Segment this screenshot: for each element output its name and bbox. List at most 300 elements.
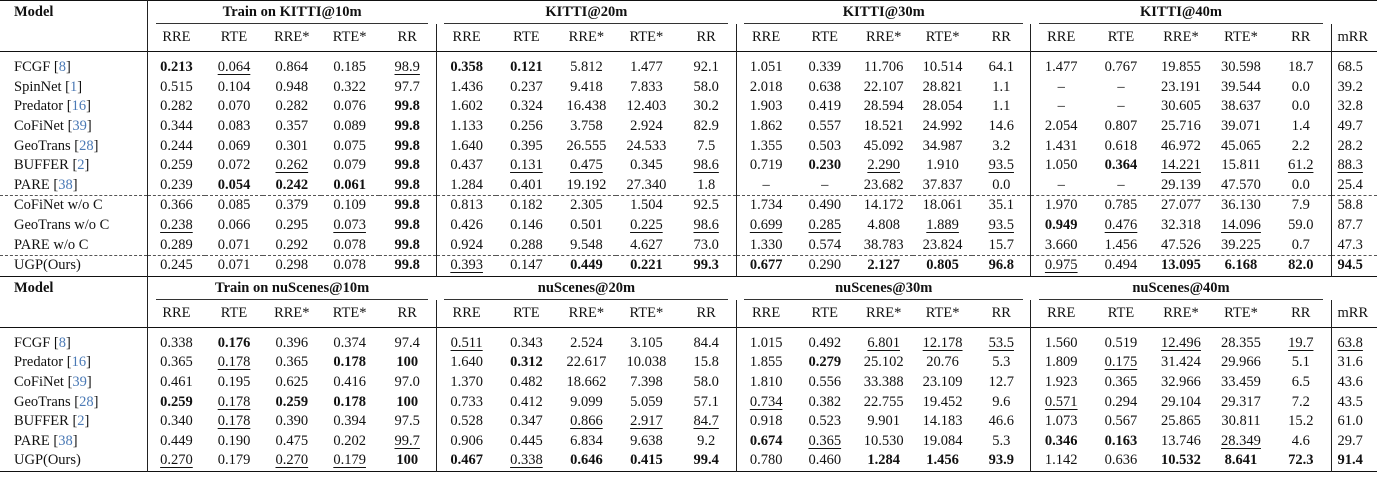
metric-cell: 0.071 — [217, 236, 251, 253]
column-header: RRE — [1031, 300, 1091, 328]
metric-cell: 15.2 — [1288, 413, 1314, 430]
metric-cell: 0.244 — [160, 137, 193, 154]
metric-cell: 0.924 — [436, 235, 496, 255]
column-header: RTE — [811, 29, 839, 45]
citation-link[interactable]: 39 — [72, 374, 87, 391]
metric-cell: 3.758 — [570, 118, 603, 135]
metric-cell: 0.494 — [1091, 255, 1151, 276]
metric-cell: 73.0 — [693, 236, 719, 253]
metric-cell: 84.4 — [693, 334, 719, 351]
metric-cell: 19.192 — [566, 176, 607, 193]
metric-cell: 12.403 — [626, 98, 667, 115]
metric-cell: 32.318 — [1161, 217, 1201, 234]
metric-cell: 1.910 — [926, 157, 959, 174]
metric-cell: 27.077 — [1151, 196, 1211, 216]
metric-cell: 97.5 — [394, 413, 420, 430]
metric-cell: 10.532 — [1161, 452, 1201, 469]
group-rule — [1039, 299, 1323, 300]
metric-cell: 0.221 — [616, 255, 676, 276]
metric-cell: 45.092 — [863, 137, 904, 154]
column-header: RTE — [513, 29, 540, 45]
model-name: PARE [38] — [0, 432, 147, 452]
metric-cell: 0.344 — [160, 118, 193, 135]
metric-cell: 0.0 — [1291, 78, 1310, 95]
metric-cell: 0.419 — [808, 98, 842, 115]
metric-cell: 7.833 — [630, 78, 663, 95]
table-row — [0, 196, 1377, 216]
metric-cell: 0.146 — [510, 217, 543, 234]
metric-cell: 1.284 — [436, 176, 496, 196]
column-header: RTE — [220, 304, 248, 321]
metric-cell: 1.809 — [1031, 353, 1091, 373]
model-name-text: GeoTrans — [14, 393, 71, 410]
metric-cell: 5.3 — [992, 354, 1011, 371]
metric-cell: 25.102 — [863, 354, 904, 371]
metric-cell: 46.6 — [988, 413, 1014, 430]
group-header: nuScenes@20m — [436, 276, 736, 300]
metric-cell: 0.178 — [217, 354, 251, 371]
metric-cell: 7.398 — [630, 374, 663, 391]
metric-cell: 1.810 — [736, 373, 795, 393]
metric-cell: 28.349 — [1221, 432, 1261, 449]
metric-cell: 1.855 — [736, 353, 795, 373]
metric-cell: 93.5 — [988, 157, 1014, 174]
metric-cell: 0.394 — [333, 413, 366, 430]
metric-cell: 0.374 — [333, 334, 366, 351]
model-name: SpinNet [1] — [0, 78, 147, 98]
metric-cell: 9.099 — [570, 393, 603, 410]
citation-link[interactable]: 39 — [72, 118, 87, 135]
metric-cell: 1.050 — [1031, 156, 1091, 176]
metric-cell: 28.594 — [863, 98, 904, 115]
metric-cell: 2.917 — [630, 413, 663, 430]
citation-link[interactable]: 8 — [58, 59, 66, 76]
column-header: RRE* — [568, 29, 605, 45]
column-header: RTE* — [629, 29, 664, 45]
table-row — [0, 117, 1377, 137]
metric-cell: 0.412 — [510, 393, 543, 410]
metric-cell: 9.901 — [867, 413, 900, 430]
metric-cell: 30.811 — [1221, 413, 1261, 430]
metric-cell: 25.716 — [1161, 118, 1201, 135]
metric-cell: 0.636 — [1104, 452, 1138, 469]
metric-cell: 13.746 — [1161, 432, 1201, 449]
metric-cell: 0.0 — [1291, 98, 1310, 115]
metric-cell: 6.801 — [867, 334, 900, 351]
metric-cell: 0.567 — [1104, 413, 1138, 430]
metric-cell: 45.065 — [1221, 137, 1261, 154]
table-row — [0, 78, 1377, 98]
metric-cell: 0.301 — [275, 137, 309, 154]
column-header: RRE* — [274, 29, 310, 45]
metric-cell: 7.5 — [697, 137, 716, 154]
metric-cell: 0.131 — [510, 157, 543, 174]
metric-cell: 1.504 — [616, 196, 676, 216]
metric-cell: 19.084 — [922, 432, 963, 449]
metric-cell: 93.9 — [988, 452, 1014, 469]
group-rule — [744, 299, 1023, 300]
metric-cell: 99.4 — [693, 452, 719, 469]
metric-cell: 14.096 — [1221, 217, 1261, 234]
metric-cell: 9.6 — [992, 393, 1011, 410]
model-name: GeoTrans [28] — [0, 392, 147, 412]
model-name-text: FCGF — [14, 334, 51, 351]
table-row — [0, 97, 1377, 117]
metric-cell: 0.785 — [1091, 196, 1151, 216]
metric-cell: 32.966 — [1161, 374, 1201, 391]
model-name: GeoTrans [28] — [0, 136, 147, 156]
metric-cell: – — [1117, 176, 1125, 193]
metric-cell: 0.503 — [808, 137, 842, 154]
metric-cell: 0.805 — [913, 255, 972, 276]
metric-cell: 35.1 — [972, 196, 1031, 216]
metric-cell: 0.625 — [275, 374, 309, 391]
metric-cell: 97.0 — [394, 374, 420, 391]
metric-cell: 0.295 — [275, 217, 309, 234]
metric-cell: 15.8 — [693, 354, 719, 371]
citation-link[interactable]: 2 — [77, 157, 85, 174]
group-header-row — [0, 276, 1377, 300]
metric-cell: 33.459 — [1221, 374, 1261, 391]
metric-cell: 8.641 — [1224, 452, 1258, 469]
model-header: Model — [14, 279, 54, 296]
metric-cell: 29.139 — [1161, 176, 1201, 193]
metric-cell: 0.618 — [1104, 137, 1138, 154]
model-name-text: SpinNet — [14, 78, 62, 95]
metric-cell: 2.290 — [867, 157, 900, 174]
metric-cell: 0.324 — [510, 98, 543, 115]
metric-cell: 0.807 — [1104, 118, 1138, 135]
metric-cell: 98.6 — [693, 157, 719, 174]
mrr-cell: 91.4 — [1331, 451, 1377, 471]
metric-cell: 0.259 — [160, 393, 193, 410]
metric-cell: 97.7 — [394, 78, 420, 95]
metric-cell: 100 — [396, 452, 419, 469]
model-name-text: FCGF — [14, 59, 51, 76]
metric-cell: 39.544 — [1221, 78, 1261, 95]
metric-cell: 0.176 — [217, 334, 251, 351]
metric-cell: 10.038 — [626, 354, 667, 371]
metric-cell: 0.528 — [436, 412, 496, 432]
metric-cell: 28.821 — [922, 78, 963, 95]
metric-cell: 10.514 — [922, 59, 963, 76]
metric-cell: 2.524 — [570, 334, 603, 351]
metric-cell: 0.415 — [630, 452, 663, 469]
table-row — [0, 412, 1377, 432]
table-row — [0, 353, 1377, 373]
metric-cell: 0.072 — [217, 157, 251, 174]
metric-cell: 0.078 — [333, 236, 366, 253]
metric-cell: 1.477 — [1031, 52, 1091, 78]
metric-cell: 18.7 — [1288, 59, 1314, 76]
metric-cell: 18.521 — [863, 118, 904, 135]
metric-cell: 0.282 — [160, 98, 193, 115]
citation-link[interactable]: 28 — [79, 393, 94, 410]
table-row — [0, 327, 1377, 353]
metric-cell: 0.285 — [808, 217, 842, 234]
metric-cell: 16.438 — [566, 98, 607, 115]
metric-cell: 19.7 — [1288, 334, 1314, 351]
metric-cell: 58.0 — [693, 374, 719, 391]
metric-cell: 0.076 — [333, 98, 366, 115]
metric-cell: 0.467 — [436, 451, 496, 471]
citation-link[interactable]: 1 — [70, 78, 78, 95]
metric-cell: 24.533 — [626, 137, 667, 154]
metric-cell: 0.437 — [436, 156, 496, 176]
metric-cell: 0.475 — [275, 432, 309, 449]
metric-cell: 0.416 — [333, 374, 366, 391]
metric-cell: 3.660 — [1031, 235, 1091, 255]
group-rule — [444, 23, 728, 24]
column-header-row — [0, 300, 1377, 328]
metric-cell: 7.2 — [1291, 393, 1310, 410]
metric-cell: 18.662 — [566, 374, 607, 391]
citation-link[interactable]: 38 — [58, 432, 73, 449]
metric-cell: 0.519 — [1104, 334, 1138, 351]
metric-cell: 1.903 — [736, 97, 795, 117]
model-name: CoFiNet [39] — [0, 373, 147, 393]
metric-cell: 0.918 — [736, 412, 795, 432]
metric-cell: 0.238 — [160, 217, 193, 234]
metric-cell: 0.365 — [160, 354, 193, 371]
metric-cell: 0.390 — [275, 413, 309, 430]
metric-cell: 0.699 — [736, 216, 795, 236]
column-header: RTE — [811, 304, 839, 321]
metric-cell: 1.431 — [1031, 136, 1091, 156]
metric-cell: 0.279 — [808, 354, 842, 371]
metric-cell: 22.107 — [863, 78, 904, 95]
metric-cell: 0.426 — [436, 216, 496, 236]
column-header: RRE* — [865, 29, 902, 45]
metric-cell: 0.061 — [333, 176, 366, 193]
metric-cell: 31.424 — [1161, 354, 1201, 371]
metric-cell: 0.345 — [630, 157, 663, 174]
column-header: RTE* — [925, 29, 960, 45]
metric-cell: 1.970 — [1031, 196, 1091, 216]
metric-cell: 1.602 — [436, 97, 496, 117]
metric-cell: 100 — [396, 354, 419, 371]
metric-cell: 0.179 — [217, 452, 251, 469]
metric-cell: – — [821, 176, 829, 193]
citation-link[interactable]: 28 — [79, 137, 94, 154]
metric-cell: 0.245 — [147, 255, 205, 276]
metric-cell: 2.305 — [556, 196, 616, 216]
column-header: RRE* — [865, 304, 902, 321]
metric-cell: 3.2 — [992, 137, 1011, 154]
metric-cell: 0.556 — [808, 374, 842, 391]
metric-cell: 6.5 — [1291, 374, 1310, 391]
column-header: RTE — [513, 304, 540, 321]
metric-cell: 0.079 — [333, 157, 366, 174]
column-header: RRE* — [1163, 29, 1199, 45]
table-row — [0, 373, 1377, 393]
metric-cell: 0.364 — [1104, 157, 1138, 174]
model-header: Model — [14, 4, 54, 20]
mrr-cell: 39.2 — [1331, 78, 1377, 98]
mrr-cell: 29.7 — [1331, 432, 1377, 452]
column-header: RRE* — [274, 304, 310, 321]
metric-cell: 0.719 — [736, 156, 795, 176]
model-name-text: UGP(Ours) — [14, 452, 81, 469]
metric-cell: 1.330 — [736, 235, 795, 255]
group-header: nuScenes@30m — [736, 276, 1031, 300]
group-header: Train on KITTI@10m — [147, 1, 436, 25]
metric-cell: 14.6 — [988, 118, 1014, 135]
metric-cell: 0.340 — [160, 413, 193, 430]
model-name — [0, 216, 147, 236]
metric-cell: 27.340 — [626, 176, 667, 193]
metric-cell: 0.282 — [275, 98, 309, 115]
metric-cell: 0.646 — [570, 452, 603, 469]
metric-cell: 0.358 — [436, 52, 496, 78]
metric-cell: 99.7 — [394, 432, 420, 449]
metric-cell: 99.8 — [394, 137, 420, 154]
metric-cell: 4.808 — [867, 217, 900, 234]
metric-cell: 0.270 — [275, 452, 309, 469]
metric-cell: 23.109 — [922, 374, 963, 391]
metric-cell: 84.7 — [693, 413, 719, 430]
model-name-text: PARE w/o C — [14, 236, 89, 253]
table-row — [0, 235, 1377, 255]
metric-cell: 0.975 — [1031, 255, 1091, 276]
group-rule — [156, 299, 429, 300]
metric-cell: 1.142 — [1031, 451, 1091, 471]
mrr-header: mRR — [1331, 24, 1377, 52]
metric-cell: 0.182 — [496, 196, 556, 216]
metric-cell: 93.5 — [988, 217, 1014, 234]
metric-cell: 24.992 — [922, 118, 963, 135]
metric-cell: 28.355 — [1221, 334, 1261, 351]
metric-cell: 53.5 — [988, 334, 1014, 351]
model-name-text: CoFiNet — [14, 118, 64, 135]
model-name: BUFFER [2] — [0, 156, 147, 176]
metric-cell: 92.5 — [676, 196, 736, 216]
mrr-cell: 88.3 — [1331, 156, 1377, 176]
citation-link[interactable]: 16 — [71, 354, 87, 371]
model-name-text: Predator — [14, 98, 64, 115]
column-header: RTE* — [925, 304, 960, 321]
metric-cell: 1.133 — [436, 117, 496, 137]
column-header-row — [0, 24, 1377, 52]
model-name-text: CoFiNet — [14, 374, 64, 391]
metric-cell: 36.130 — [1211, 196, 1271, 216]
metric-cell: 0.445 — [510, 432, 543, 449]
table-row — [0, 392, 1377, 412]
model-name: FCGF [8] — [0, 52, 147, 78]
metric-cell: 0.347 — [510, 413, 543, 430]
metric-cell: 0.292 — [275, 236, 309, 253]
metric-cell: 1.456 — [926, 452, 959, 469]
mrr-cell: 94.5 — [1331, 255, 1377, 276]
metric-cell: 1.1 — [992, 98, 1011, 115]
column-header: RRE* — [568, 304, 605, 321]
metric-cell: 0.365 — [275, 354, 309, 371]
metric-cell: 14.172 — [854, 196, 913, 216]
column-header: RR — [1291, 304, 1311, 321]
mrr-cell: 58.8 — [1331, 196, 1377, 216]
citation-link[interactable]: 16 — [71, 98, 87, 115]
group-rule — [1039, 23, 1323, 24]
column-header: RR — [991, 29, 1011, 45]
column-header: RRE — [736, 300, 795, 328]
column-header: RTE* — [1224, 29, 1258, 45]
metric-cell: 1.1 — [992, 78, 1011, 95]
table-body — [0, 1, 1377, 472]
column-header: RTE — [1107, 304, 1135, 321]
metric-cell: 0.071 — [205, 255, 263, 276]
metric-cell: 0.225 — [630, 217, 663, 234]
metric-cell: 1.073 — [1031, 412, 1091, 432]
metric-cell: 98.9 — [394, 59, 420, 76]
metric-cell: 0.178 — [333, 393, 366, 410]
citation-link[interactable]: 38 — [58, 176, 73, 193]
metric-cell: 0.069 — [217, 137, 251, 154]
metric-cell: 0.242 — [275, 176, 309, 193]
citation-link[interactable]: 2 — [77, 413, 85, 430]
metric-cell: 0.178 — [217, 393, 251, 410]
mrr-cell: 43.5 — [1331, 392, 1377, 412]
metric-cell: 0.312 — [510, 354, 543, 371]
metric-cell: 0.365 — [808, 432, 842, 449]
metric-cell: 99.8 — [394, 176, 420, 193]
metric-cell: 0.365 — [1104, 374, 1138, 391]
metric-cell: 29.317 — [1221, 393, 1261, 410]
metric-cell: 0.175 — [1104, 354, 1138, 371]
metric-cell: 28.054 — [922, 98, 963, 115]
metric-cell: 0.179 — [333, 452, 366, 469]
metric-cell: 0.813 — [436, 196, 496, 216]
metric-cell: 0.734 — [736, 392, 795, 412]
table-row — [0, 451, 1377, 471]
group-rule — [444, 299, 728, 300]
metric-cell: 0.677 — [736, 255, 795, 276]
metric-cell: 0.089 — [333, 118, 366, 135]
metric-cell: 0.083 — [217, 118, 251, 135]
metric-cell: 0.523 — [808, 413, 842, 430]
citation-link[interactable]: 8 — [58, 334, 66, 351]
metric-cell: 0.121 — [510, 59, 543, 76]
metric-cell: – — [1031, 97, 1091, 117]
metric-cell: 23.191 — [1161, 78, 1201, 95]
metric-cell: 5.3 — [992, 432, 1011, 449]
metric-cell: 0.322 — [333, 78, 366, 95]
metric-cell: 1.560 — [1031, 327, 1091, 353]
model-name — [0, 255, 147, 276]
metric-cell: 2.054 — [1031, 117, 1091, 137]
metric-cell: 59.0 — [1288, 217, 1314, 234]
metric-cell: 1.284 — [867, 452, 900, 469]
column-header: RTE* — [1224, 304, 1258, 321]
metric-cell: 99.8 — [394, 118, 420, 135]
model-name-text: PARE — [14, 176, 50, 193]
metric-cell: 46.972 — [1161, 137, 1201, 154]
column-header: RRE — [436, 24, 496, 52]
metric-cell: 37.837 — [922, 176, 963, 193]
metric-cell: 0.085 — [205, 196, 263, 216]
metric-cell: 64.1 — [988, 59, 1014, 76]
metric-cell: 99.8 — [379, 255, 437, 276]
metric-cell: 0.195 — [217, 374, 251, 391]
metric-cell: 1.477 — [630, 59, 663, 76]
metric-cell: 39.071 — [1221, 118, 1261, 135]
metric-cell: 0.393 — [436, 255, 496, 276]
column-header: RRE — [436, 300, 496, 328]
metric-cell: 0.515 — [160, 78, 193, 95]
metric-cell: 9.548 — [570, 236, 603, 253]
metric-cell: 12.7 — [988, 374, 1014, 391]
column-header: RR — [1291, 29, 1311, 45]
group-header-row — [0, 1, 1377, 25]
